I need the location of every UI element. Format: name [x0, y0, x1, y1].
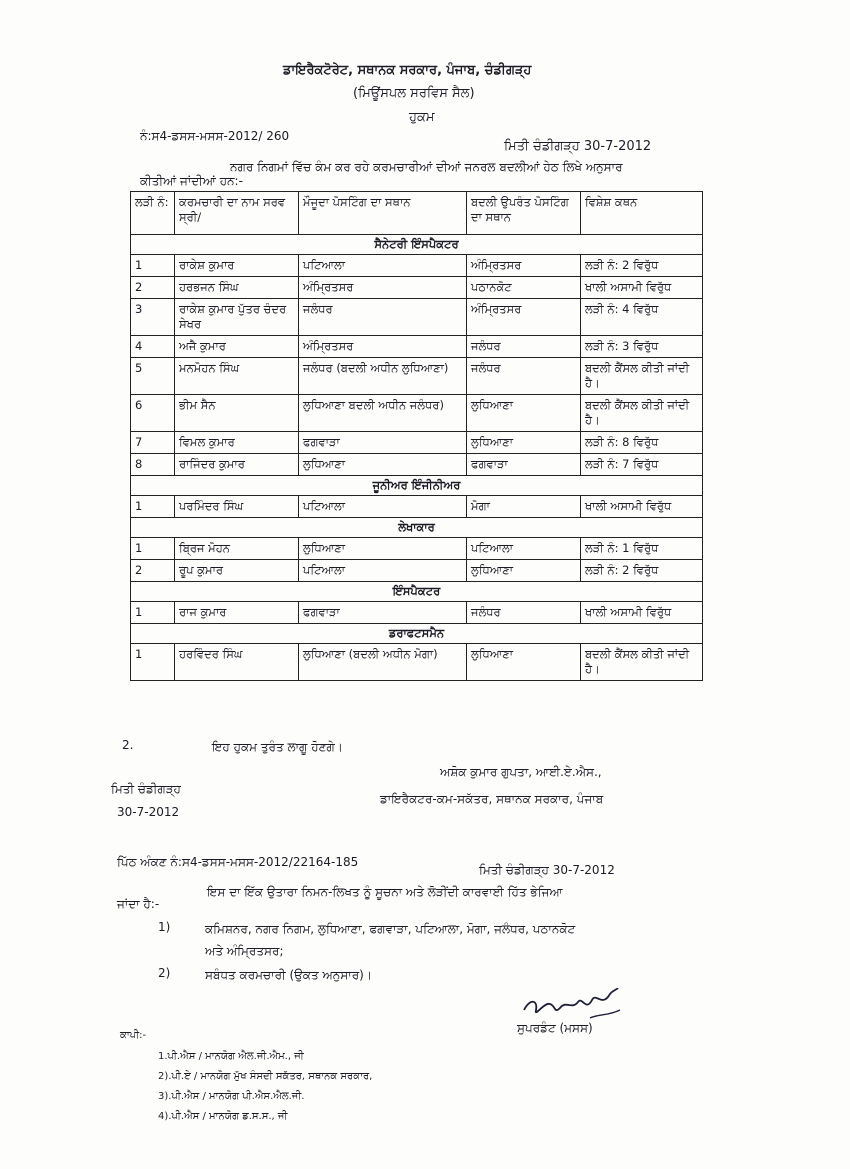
cell-new: ਪਠਾਨਕੋਟ: [467, 277, 581, 299]
cell-name: ਬ੍ਰਿਜ ਮੋਹਨ: [175, 538, 299, 560]
header-sno: ਲੜੀ ਨੰ:: [131, 192, 175, 235]
cell-sno: 1: [131, 644, 175, 681]
cell-new: ਅੰਮ੍ਰਿਤਸਰ: [467, 299, 581, 336]
header-new: ਬਦਲੀ ਉਪਰੰਤ ਪੋਸਟਿੰਗ ਦਾ ਸਥਾਨ: [467, 192, 581, 235]
cell-current: ਪਟਿਆਲਾ: [299, 560, 467, 582]
header-remarks: ਵਿਸ਼ੇਸ਼ ਕਥਨ: [581, 192, 703, 235]
cell-remarks: ਲੜੀ ਨੰ: 2 ਵਿਰੁੱਧ: [581, 255, 703, 277]
endorsement-item-2-line1: ਸਬੰਧਤ ਕਰਮਚਾਰੀ (ਉਕਤ ਅਨੁਸਾਰ)।: [205, 968, 372, 982]
table-row: [131, 538, 703, 560]
cell-sno: 2: [131, 560, 175, 582]
header-current: ਮੌਜੂਦਾ ਪੋਸਟਿੰਗ ਦਾ ਸਥਾਨ: [299, 192, 467, 235]
cell-remarks: ਲੜੀ ਨੰ: 2 ਵਿਰੁੱਧ: [581, 560, 703, 582]
place-date: 30-7-2012: [117, 805, 180, 819]
section-heading-row: [131, 476, 703, 496]
intro-line1: ਨਗਰ ਨਿਗਮਾਂ ਵਿੱਚ ਕੰਮ ਕਰ ਰਹੇ ਕਰਮਚਾਰੀਆਂ ਦੀਆਂ ਜਨਰਲ ਬਦਲੀਆਂ ਹੇਠ ਲਿਖੇ ਅਨੁਸਾਰ: [230, 160, 623, 174]
cell-remarks: ਖਾਲੀ ਅਸਾਮੀ ਵਿਰੁੱਧ: [581, 496, 703, 518]
cell-sno: 1: [131, 255, 175, 277]
cell-remarks: ਲੜੀ ਨੰ: 7 ਵਿਰੁੱਧ: [581, 454, 703, 476]
cell-current: ਅੰਮ੍ਰਿਤਸਰ: [299, 277, 467, 299]
cell-sno: 3: [131, 299, 175, 336]
endorsement-item-1-line1: ਕਮਿਸ਼ਨਰ, ਨਗਰ ਨਿਗਮ, ਲੁਧਿਆਣਾ, ਫਗਵਾੜਾ, ਪਟਿਆਲਾ, ਮੋਗਾ, ਜਲੰਧਰ, ਪਠਾਨਕੋਟ: [205, 922, 576, 936]
officer-designation: ਡਾਇਰੈਕਟਰ-ਕਮ-ਸਕੱਤਰ, ਸਥਾਨਕ ਸਰਕਾਰ, ਪੰਜਾਬ: [380, 792, 604, 806]
officer-name: ਅਸ਼ੋਕ ਕੁਮਾਰ ਗੁਪਤਾ, ਆਈ.ਏ.ਐਸ.,: [440, 765, 602, 779]
table-row: [131, 277, 703, 299]
cell-sno: 5: [131, 358, 175, 395]
endorsement-item-1-line2: ਅਤੇ ਅੰਮ੍ਰਿਤਸਰ;: [205, 944, 284, 958]
cell-new: ਫਗਵਾੜਾ: [467, 454, 581, 476]
endorsement-item-1-num: 1): [158, 920, 171, 934]
table-row: [131, 395, 703, 432]
cell-name: ਭੀਮ ਸੈਨ: [175, 395, 299, 432]
header-name: ਕਰਮਚਾਰੀ ਦਾ ਨਾਮ ਸਰਵ ਸ੍ਰੀ/: [175, 192, 299, 235]
transfer-table: [130, 191, 703, 681]
cell-sno: 4: [131, 336, 175, 358]
cell-current: ਲੁਧਿਆਣਾ: [299, 538, 467, 560]
cell-new: ਲੁਧਿਆਣਾ: [467, 560, 581, 582]
cell-remarks: ਲੜੀ ਨੰ: 1 ਵਿਰੁੱਧ: [581, 538, 703, 560]
section-heading-row: [131, 235, 703, 255]
point2-number: 2.: [122, 738, 134, 752]
cell-current: ਪਟਿਆਲਾ: [299, 496, 467, 518]
section-title: ਲੇਖਾਕਾਰ: [131, 518, 703, 538]
cell-current: ਜਲੰਧਰ: [299, 299, 467, 336]
endorsement-line2: ਜਾਂਦਾ ਹੈ:-: [117, 897, 160, 911]
cell-name: ਰਾਜਿੰਦਰ ਕੁਮਾਰ: [175, 454, 299, 476]
table-row: [131, 299, 703, 336]
cell-current: ਲੁਧਿਆਣਾ ਬਦਲੀ ਅਧੀਨ ਜਲੰਧਰ): [299, 395, 467, 432]
cell-sno: 7: [131, 432, 175, 454]
cell-current: ਲੁਧਿਆਣਾ (ਬਦਲੀ ਅਧੀਨ ਮੋਗਾ): [299, 644, 467, 681]
cell-new: ਜਲੰਧਰ: [467, 358, 581, 395]
cell-sno: 8: [131, 454, 175, 476]
cell-new: ਪਟਿਆਲਾ: [467, 538, 581, 560]
table-row: [131, 432, 703, 454]
cell-name: ਹਰਵਿੰਦਰ ਸਿੰਘ: [175, 644, 299, 681]
cell-sno: 1: [131, 496, 175, 518]
table-row: [131, 454, 703, 476]
table-row: [131, 255, 703, 277]
cell-remarks: ਲੜੀ ਨੰ: 8 ਵਿਰੁੱਧ: [581, 432, 703, 454]
cell-remarks: ਬਦਲੀ ਕੈਂਸਲ ਕੀਤੀ ਜਾਂਦੀ ਹੈ।: [581, 395, 703, 432]
endorsement-number: ਪਿੱਠ ਅੰਕਣ ਨੰ:ਸ4-ਡਸਸ-ਮਸਸ-2012/22164-185: [117, 855, 359, 869]
table-row: [131, 644, 703, 681]
copy-item-1: 1.ਪੀ.ਐਸ / ਮਾਨਯੋਗ ਐਲ.ਜੀ.ਐਮ., ਜੀ: [158, 1051, 304, 1062]
cell-name: ਰੂਪ ਕੁਮਾਰ: [175, 560, 299, 582]
cell-current: ਫਗਵਾੜਾ: [299, 602, 467, 624]
section-heading-row: [131, 624, 703, 644]
cell-remarks: ਬਦਲੀ ਕੈਂਸਲ ਕੀਤੀ ਜਾਂਦੀ ਹੈ।: [581, 358, 703, 395]
cell-name: ਪਰਮਿੰਦਰ ਸਿੰਘ: [175, 496, 299, 518]
cell-remarks: ਬਦਲੀ ਕੈਂਸਲ ਕੀਤੀ ਜਾਂਦੀ ਹੈ।: [581, 644, 703, 681]
cell-new: ਜਲੰਧਰ: [467, 336, 581, 358]
cell-sno: 1: [131, 602, 175, 624]
table-row: [131, 336, 703, 358]
table-row: [131, 496, 703, 518]
cell-new: ਮੋਗਾ: [467, 496, 581, 518]
table-row: [131, 560, 703, 582]
endorsement-date: ਮਿਤੀ ਚੰਡੀਗੜ੍ਹ 30-7-2012: [479, 863, 615, 877]
cell-remarks: ਖਾਲੀ ਅਸਾਮੀ ਵਿਰੁੱਧ: [581, 277, 703, 299]
signatory-label: ਸੁਪਰਡੰਟ (ਮਸਸ): [517, 1021, 593, 1035]
cell-name: ਹਰਭਜਨ ਸਿੰਘ: [175, 277, 299, 299]
cell-current: ਪਟਿਆਲਾ: [299, 255, 467, 277]
cell-remarks: ਲੜੀ ਨੰ: 4 ਵਿਰੁੱਧ: [581, 299, 703, 336]
cell-new: ਲੁਧਿਆਣਾ: [467, 395, 581, 432]
cell-new: ਲੁਧਿਆਣਾ: [467, 432, 581, 454]
cell-name: ਅਜੈ ਕੁਮਾਰ: [175, 336, 299, 358]
section-title: ਇੰਸਪੈਕਟਰ: [131, 582, 703, 602]
cell-current: ਫਗਵਾੜਾ: [299, 432, 467, 454]
cell-name: ਰਾਕੇਸ਼ ਕੁਮਾਰ ਪੁੱਤਰ ਚੰਦਰ ਸੇਖਰ: [175, 299, 299, 336]
endorsement-item-2-num: 2): [158, 966, 171, 980]
cell-name: ਰਾਕੇਸ਼ ਕੁਮਾਰ: [175, 255, 299, 277]
cell-name: ਵਿਮਲ ਕੁਮਾਰ: [175, 432, 299, 454]
cell-name: ਰਾਜ ਕੁਮਾਰ: [175, 602, 299, 624]
section-title: ਸੈਨੇਟਰੀ ਇੰਸਪੈਕਟਰ: [131, 235, 703, 255]
order-number: ਨੰ:ਸ4-ਡਸਸ-ਮਸਸ-2012/ 260: [140, 129, 290, 143]
header-line1: ਡਾਇਰੈਕਟੋਰੇਟ, ਸਥਾਨਕ ਸਰਕਾਰ, ਪੰਜਾਬ, ਚੰਡੀਗੜ੍ਹ: [283, 63, 532, 78]
cell-sno: 1: [131, 538, 175, 560]
copy-item-4: 4).ਪੀ.ਐਸ / ਮਾਨਯੋਗ ਡ.ਸ.ਸ., ਜੀ: [158, 1111, 288, 1122]
place-label: ਮਿਤੀ ਚੰਡੀਗੜ੍ਹ: [111, 782, 181, 796]
cell-sno: 6: [131, 395, 175, 432]
cell-new: ਅੰਮ੍ਰਿਤਸਰ: [467, 255, 581, 277]
table-header-row: [131, 192, 703, 235]
section-heading-row: [131, 582, 703, 602]
copy-label: ਕਾਪੀ:-: [120, 1030, 147, 1041]
order-date: ਮਿਤੀ ਚੰਡੀਗੜ੍ਹ 30-7-2012: [504, 139, 652, 154]
cell-current: ਲੁਧਿਆਣਾ: [299, 454, 467, 476]
cell-remarks: ਲੜੀ ਨੰ: 3 ਵਿਰੁੱਧ: [581, 336, 703, 358]
cell-sno: 2: [131, 277, 175, 299]
header-line2: (ਮਿਊਂਸਪਲ ਸਰਵਿਸ ਸੈਲ): [353, 86, 475, 101]
intro-line2: ਕੀਤੀਆਂ ਜਾਂਦੀਆਂ ਹਨ:-: [140, 174, 243, 188]
section-title: ਡਰਾਫਟਸਮੈਨ: [131, 624, 703, 644]
cell-new: ਜਲੰਧਰ: [467, 602, 581, 624]
table-row: [131, 358, 703, 395]
copy-item-3: 3).ਪੀ.ਐਸ / ਮਾਨਯੋਗ ਪੀ.ਐਸ.ਐਲ.ਜੀ.: [158, 1091, 305, 1102]
table-row: [131, 602, 703, 624]
cell-remarks: ਖਾਲੀ ਅਸਾਮੀ ਵਿਰੁੱਧ: [581, 602, 703, 624]
cell-current: ਅੰਮ੍ਰਿਤਸਰ: [299, 336, 467, 358]
point2-text: ਇਹ ਹੁਕਮ ਤੁਰੰਤ ਲਾਗੂ ਹੋਣਗੇ।: [212, 740, 343, 754]
header-line3: ਹੁਕਮ: [409, 110, 435, 125]
cell-current: ਜਲੰਧਰ (ਬਦਲੀ ਅਧੀਨ ਲੁਧਿਆਣਾ): [299, 358, 467, 395]
cell-name: ਮਨਮੋਹਨ ਸਿੰਘ: [175, 358, 299, 395]
copy-item-2: 2).ਪੀ.ਏ / ਮਾਨਯੋਗ ਮੁੱਖ ਸੰਸਦੀ ਸਕੱਤਰ, ਸਥਾਨਕ ਸਰਕਾਰ,: [158, 1071, 373, 1082]
section-heading-row: [131, 518, 703, 538]
endorsement-line1: ਇਸ ਦਾ ਇੱਕ ਉਤਾਰਾ ਨਿਮਨ-ਲਿਖਤ ਨੂੰ ਸੂਚਨਾ ਅਤੇ ਲੋੜੀਂਦੀ ਕਾਰਵਾਈ ਹਿੱਤ ਭੇਜਿਆ: [207, 885, 563, 899]
section-title: ਜੂਨੀਅਰ ਇੰਜੀਨੀਅਰ: [131, 476, 703, 496]
cell-new: ਲੁਧਿਆਣਾ: [467, 644, 581, 681]
